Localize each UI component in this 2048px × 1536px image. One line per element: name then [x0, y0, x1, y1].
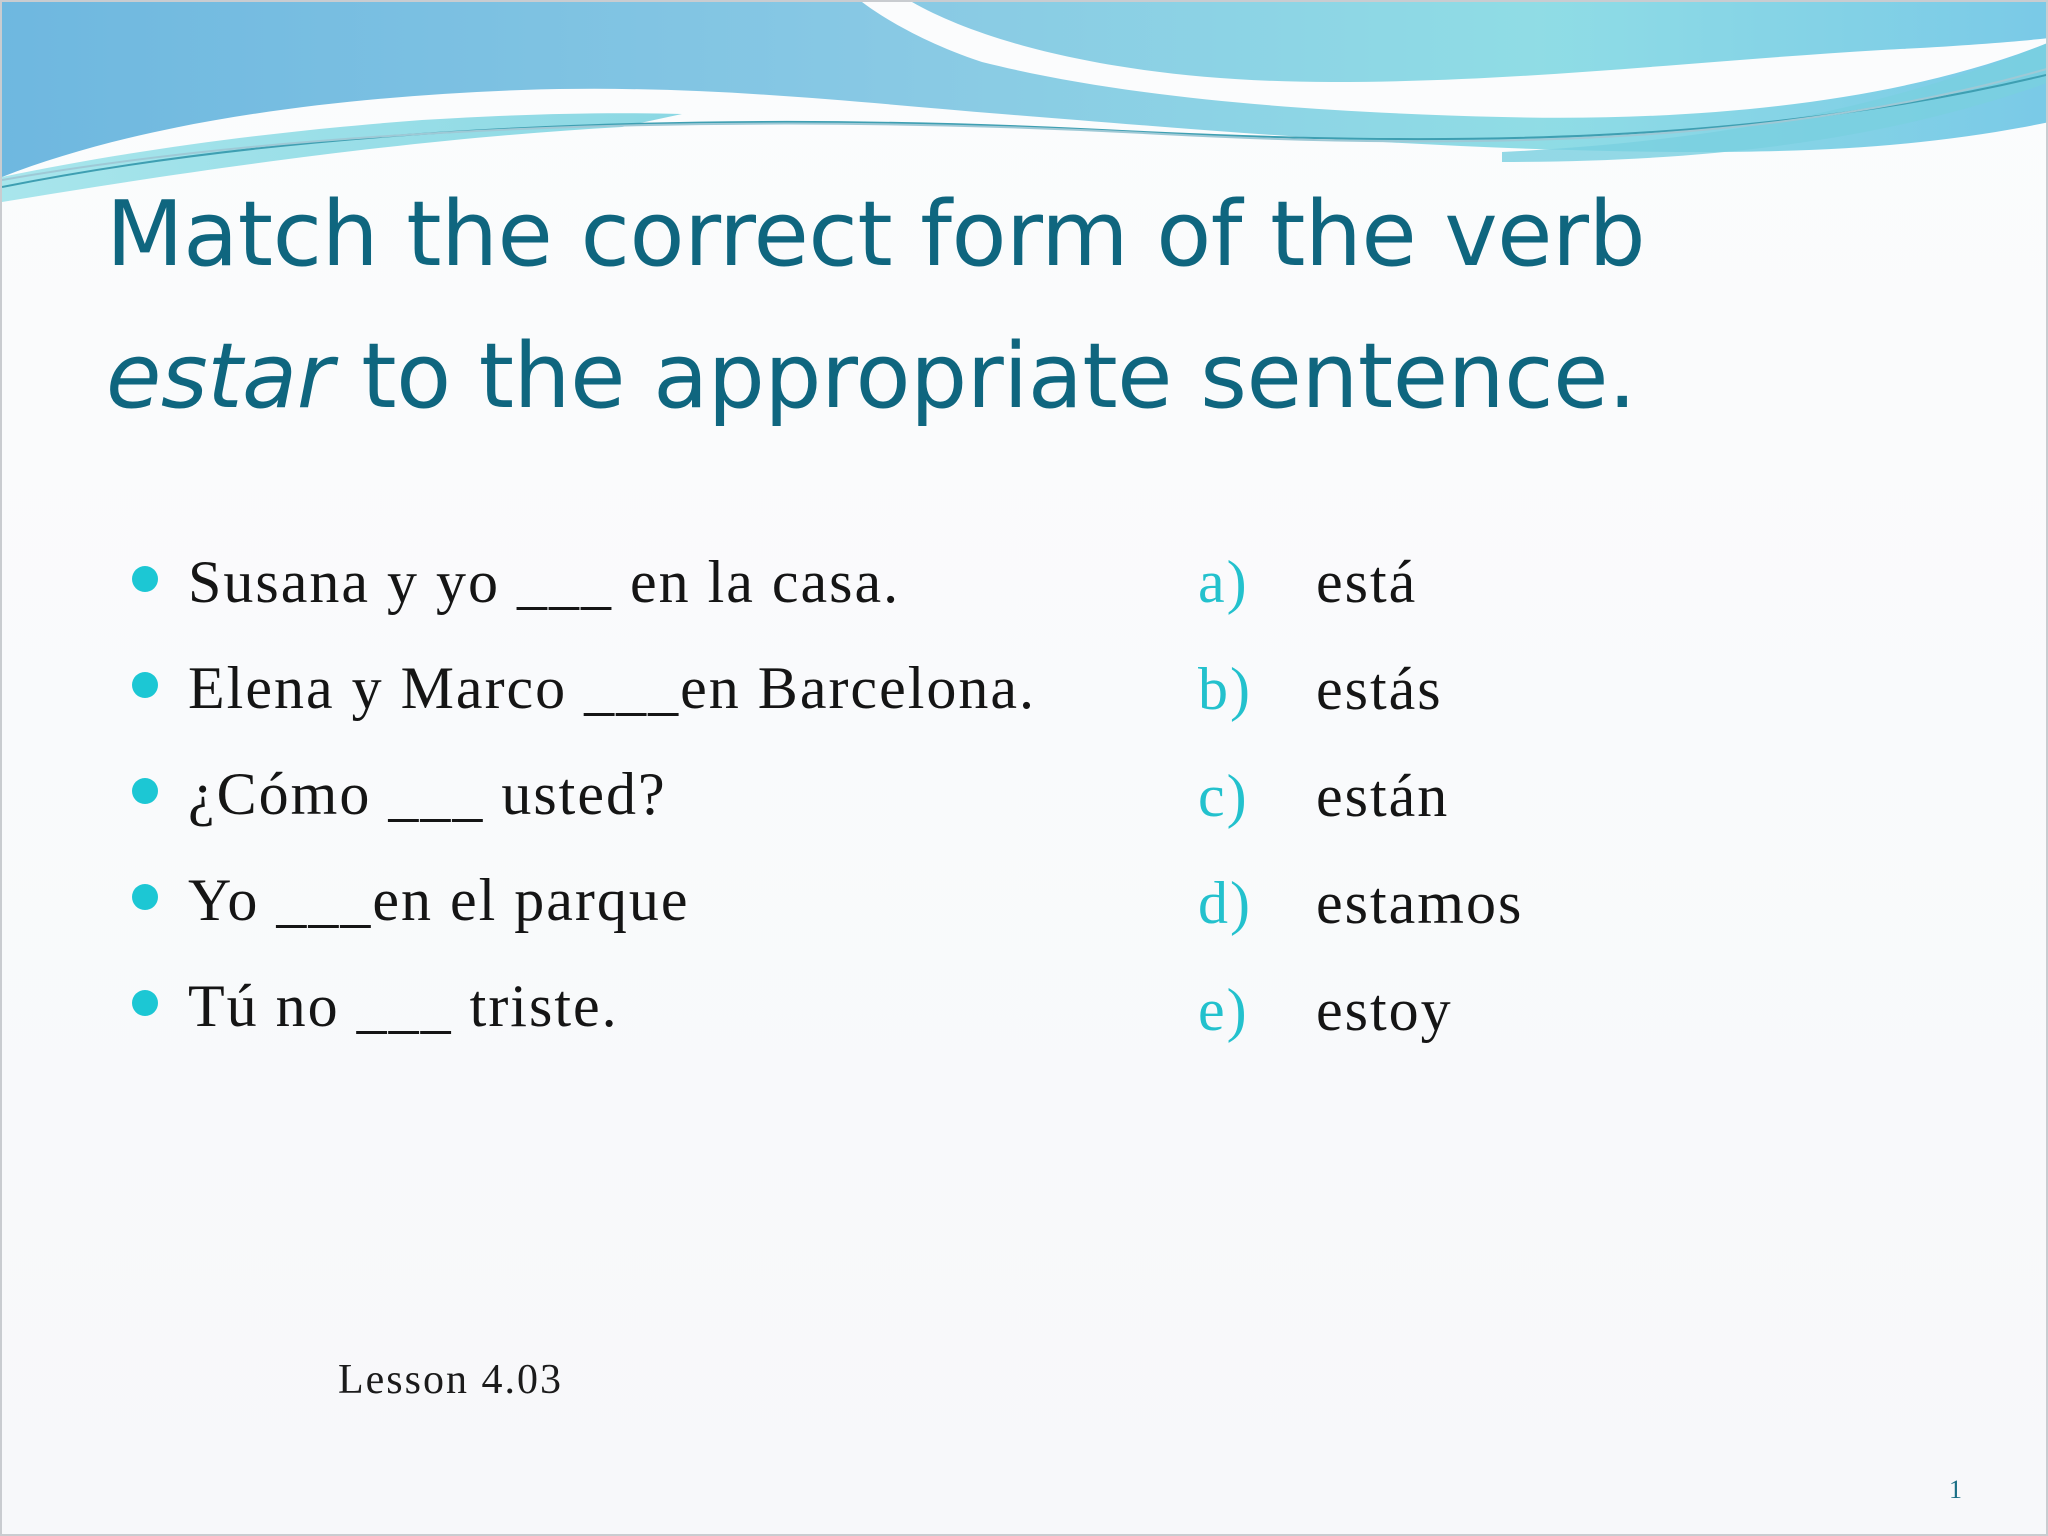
title-line-1: Match the correct form of the verb	[106, 182, 1646, 287]
option-item	[1198, 645, 1918, 733]
sentence-text: Tú no ___ triste.	[188, 973, 619, 1039]
slide-title	[106, 164, 1946, 448]
option-item	[1198, 966, 1918, 1054]
bullet-icon	[132, 566, 158, 592]
sentence-item	[130, 538, 1090, 626]
bullet-icon	[132, 672, 158, 698]
footer-lesson-label: Lesson 4.03	[338, 1357, 563, 1403]
bullet-icon	[132, 990, 158, 1016]
slide-number: 1	[1949, 1475, 1962, 1504]
sentence-text: Elena y Marco ___en Barcelona.	[188, 655, 1036, 721]
option-letter: c)	[1198, 763, 1249, 829]
option-letter: b)	[1198, 656, 1252, 722]
option-text: está	[1316, 549, 1418, 615]
option-item	[1198, 859, 1918, 947]
bullet-icon	[132, 884, 158, 910]
option-item	[1198, 538, 1918, 626]
option-list	[1198, 538, 1918, 1073]
sentence-text: ¿Cómo ___ usted?	[188, 761, 667, 827]
option-letter: e)	[1198, 977, 1249, 1043]
sentence-text: Yo ___en el parque	[188, 867, 690, 933]
title-line-2-rest: to the appropriate sentence.	[333, 324, 1637, 429]
sentence-item	[130, 750, 1090, 838]
option-text: están	[1316, 763, 1450, 829]
option-text: estamos	[1316, 870, 1524, 936]
sentence-list	[130, 538, 1090, 1068]
option-letter: a)	[1198, 549, 1249, 615]
sentence-text: Susana y yo ___ en la casa.	[188, 549, 901, 615]
sentence-item	[130, 856, 1090, 944]
sentence-item	[130, 644, 1090, 732]
bullet-icon	[132, 778, 158, 804]
sentence-item	[130, 962, 1090, 1050]
option-text: estoy	[1316, 977, 1453, 1043]
title-verb-estar: estar	[106, 324, 334, 429]
option-letter: d)	[1198, 870, 1252, 936]
option-text: estás	[1316, 656, 1443, 722]
option-item	[1198, 752, 1918, 840]
